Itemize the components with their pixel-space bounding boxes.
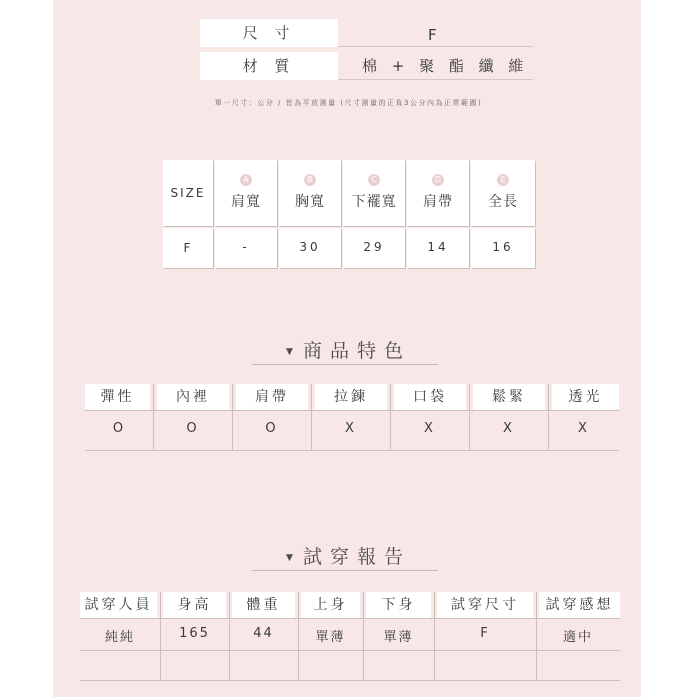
spec-divider [338,79,533,80]
size-header-shoulder [215,160,277,226]
material-value: 棉 + 聚 酯 纖 維 [362,57,529,75]
feature-column-divider [232,384,233,450]
feature-column-divider [469,384,470,450]
feature-value: O [112,421,126,436]
feature-value: O [265,421,278,436]
size-value-text: 30 [299,240,321,254]
size-header-label: 胸寬 [295,194,325,210]
size-value-cell [343,228,405,268]
feature-header: 口袋 [394,384,466,410]
feature-column-divider [311,384,312,450]
features-title [0,336,697,363]
badge-d: D [432,174,444,186]
badge-a: A [240,174,252,186]
size-value-cell [279,228,341,268]
feature-header-divider [85,410,619,411]
size-value: F [428,26,442,44]
size-value-cell [471,228,535,268]
size-value-text: 29 [363,240,385,254]
fitting-bottom-divider [80,680,620,681]
feature-value: O [186,421,199,436]
size-header-label: 下襬寬 [351,194,397,210]
size-value-text: 16 [492,240,514,254]
size-label: 尺 寸 [200,19,338,47]
fitting-title-underline [252,570,438,571]
size-value-text: - [242,240,250,254]
badge-c: C [368,174,380,186]
feature-value: X [345,421,356,436]
size-value-cell [215,228,277,268]
feature-header: 鬆緊 [473,384,545,410]
fitting-value: 165 [179,626,210,641]
feature-value: X [578,421,589,436]
size-header-hem [343,160,405,226]
size-header-chest [279,160,341,226]
feature-bottom-divider [85,450,619,451]
size-header-label: 肩寬 [231,194,261,210]
size-row-key-text: F [183,241,193,255]
measurement-note: 單一尺寸：公分 / 皆為平放測量 (尺寸測量的正負3公分內為正常範圍) [214,99,483,107]
spec-divider [338,46,533,47]
fitting-value: 單薄 [383,630,414,645]
size-value-text: 14 [427,240,449,254]
size-header-label: 全長 [488,194,518,210]
feature-header: 肩帶 [236,384,308,410]
triangle-down-icon: ▼ [286,346,293,357]
size-key-header [163,160,213,226]
size-header-strap [407,160,469,226]
fitting-row-divider [80,650,620,651]
feature-column-divider [548,384,549,450]
material-label: 材 質 [200,52,338,80]
size-row-key [163,228,213,268]
fitting-value: 適中 [562,630,593,645]
fitting-value: 44 [253,626,274,641]
triangle-down-icon: ▼ [286,552,293,563]
size-header-length [471,160,535,226]
fitting-value: F [480,626,490,641]
feature-header: 彈性 [85,384,150,410]
size-table [163,160,540,268]
size-header-label: 肩帶 [423,194,453,210]
fitting-value: 純純 [104,630,135,645]
fitting-value: 單薄 [315,630,346,645]
feature-header: 拉鍊 [315,384,387,410]
fitting-header: 試穿人員 [80,592,157,618]
size-value-cell [407,228,469,268]
badge-b: B [304,174,316,186]
fitting-header: 上身 [301,592,360,618]
fitting-header-divider [80,618,620,619]
feature-header: 透光 [552,384,619,410]
feature-column-divider [153,384,154,450]
size-key-header-text: SIZE [170,186,206,200]
fitting-header: 體重 [232,592,295,618]
badge-e: E [497,174,509,186]
features-title-underline [252,364,438,365]
feature-column-divider [390,384,391,450]
fitting-header: 下身 [366,592,431,618]
feature-value: X [424,421,435,436]
fitting-title-text: 試穿報告 [302,546,411,568]
fitting-header: 身高 [163,592,226,618]
feature-value: X [503,421,514,436]
fitting-header: 試穿感想 [539,592,620,618]
fitting-title [0,542,697,569]
feature-header: 內裡 [157,384,229,410]
features-title-text: 商品特色 [302,340,411,362]
fitting-header: 試穿尺寸 [437,592,533,618]
